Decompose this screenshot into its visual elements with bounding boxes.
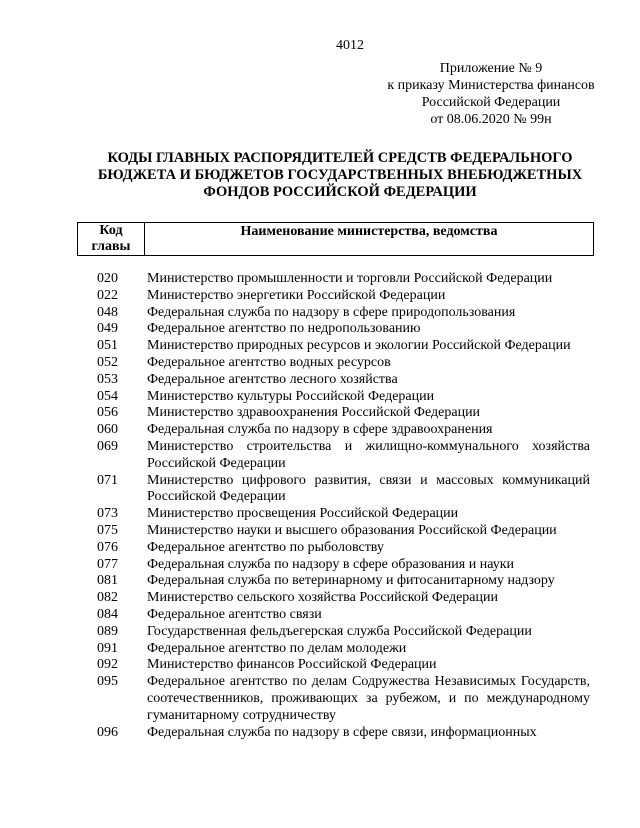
table-row — [97, 439, 590, 473]
row-code: 060 — [97, 422, 118, 438]
row-code: 091 — [97, 640, 118, 656]
row-name: Федеральная служба по надзору в сфере образования и науки — [147, 556, 515, 572]
row-name: Министерство просвещения Российской Федерации — [147, 506, 459, 522]
row-name: Министерство природных ресурсов и экологии Российской Федерации — [147, 338, 571, 354]
table-row — [97, 271, 590, 288]
row-code: 071 — [97, 472, 118, 488]
page-number: 4012 — [336, 38, 364, 53]
document-title — [60, 150, 620, 201]
table-row — [97, 473, 590, 507]
row-name: Федеральное агентство водных ресурсов — [147, 354, 391, 370]
row-code: 048 — [97, 304, 118, 320]
title-line: КОДЫ ГЛАВНЫХ РАСПОРЯДИТЕЛЕЙ СРЕДСТВ ФЕДЕРАЛЬНОГО — [107, 150, 573, 166]
table-header — [77, 222, 594, 256]
row-name: Федеральная служба по надзору в сфере связи, информационных — [147, 724, 537, 740]
row-name: Министерство культуры Российской Федерации — [147, 388, 435, 404]
appendix-line: к приказу Министерства финансов — [387, 78, 595, 93]
row-name: Министерство строительства и жилищно-коммунального хозяйства Российской Федерации — [147, 438, 590, 471]
row-name: Федеральная служба по надзору в сфере природопользования — [147, 304, 516, 320]
title-line: ФОНДОВ РОССИЙСКОЙ ФЕДЕРАЦИИ — [203, 184, 477, 200]
row-name: Федеральное агентство по недропользованию — [147, 321, 421, 337]
column-header-name: Наименование министерства, ведомства — [240, 224, 498, 239]
table-row — [97, 338, 590, 355]
table-row — [97, 725, 590, 742]
table-row — [97, 624, 590, 641]
table-row — [97, 506, 590, 523]
row-code: 095 — [97, 674, 118, 690]
row-code: 053 — [97, 371, 118, 387]
row-code: 020 — [97, 271, 118, 286]
table-row — [97, 657, 590, 674]
table-row — [97, 674, 590, 724]
row-code: 056 — [97, 405, 118, 421]
row-code: 096 — [97, 724, 118, 740]
row-code: 069 — [97, 438, 118, 454]
row-name: Министерство здравоохранения Российской Федерации — [147, 405, 481, 421]
row-name: Министерство энергетики Российской Федерации — [147, 287, 446, 303]
table-row — [97, 523, 590, 540]
appendix-line: от 08.06.2020 № 99н — [430, 112, 552, 127]
row-code: 089 — [97, 623, 118, 639]
row-name: Федеральное агентство по рыболовству — [147, 539, 384, 555]
row-name: Федеральная служба по надзору в сфере здравоохранения — [147, 422, 493, 438]
row-code: 049 — [97, 321, 118, 337]
table-row — [97, 641, 590, 658]
table-row — [97, 573, 590, 590]
row-name: Министерство цифрового развития, связи и массовых коммуникаций Российской Федерации — [147, 472, 590, 505]
row-name: Федеральное агентство по делам молодежи — [147, 640, 407, 656]
row-name: Министерство сельского хозяйства Российской Федерации — [147, 590, 498, 606]
row-name: Федеральная служба по ветеринарному и фитосанитарному надзору — [147, 573, 555, 589]
table-row — [97, 305, 590, 322]
row-code: 054 — [97, 388, 118, 404]
table-row — [97, 355, 590, 372]
row-name: Федеральное агентство по делам Содружества Независимых Государств, соотечественников, проживающих за рубежом, и по международному гуманитарному сотрудничеству — [147, 674, 590, 723]
row-code: 075 — [97, 522, 118, 538]
row-name: Министерство финансов Российской Федерации — [147, 657, 437, 673]
row-name: Федеральное агентство связи — [147, 606, 322, 622]
column-header-code — [78, 223, 145, 255]
table-row — [97, 389, 590, 406]
row-code: 052 — [97, 354, 118, 370]
row-name: Министерство науки и высшего образования Российской Федерации — [147, 522, 557, 538]
row-code: 077 — [97, 556, 118, 572]
table-row — [97, 321, 590, 338]
table-row — [97, 422, 590, 439]
row-code: 082 — [97, 590, 118, 606]
row-code: 073 — [97, 506, 118, 522]
row-code: 092 — [97, 657, 118, 673]
table-row — [97, 607, 590, 624]
row-code: 084 — [97, 606, 118, 622]
row-code: 076 — [97, 539, 118, 555]
table-row — [97, 557, 590, 574]
row-name: Федеральное агентство лесного хозяйства — [147, 371, 398, 387]
table-row — [97, 372, 590, 389]
appendix-block — [360, 60, 622, 128]
row-code: 081 — [97, 573, 118, 589]
column-header-code-line: главы — [91, 239, 131, 254]
table-row — [97, 405, 590, 422]
row-name: Министерство промышленности и торговли Российской Федерации — [147, 271, 553, 286]
row-code: 051 — [97, 338, 118, 354]
title-line: БЮДЖЕТА И БЮДЖЕТОВ ГОСУДАРСТВЕННЫХ ВНЕБЮДЖЕТНЫХ — [97, 167, 583, 183]
column-header-code-line: Код — [99, 223, 123, 238]
table-row — [97, 288, 590, 305]
appendix-line: Приложение № 9 — [439, 61, 543, 76]
appendix-line: Российской Федерации — [421, 95, 561, 110]
table-row — [97, 590, 590, 607]
row-name: Государственная фельдъегерская служба Российской Федерации — [147, 623, 532, 639]
row-code: 022 — [97, 287, 118, 303]
codes-list — [97, 271, 590, 741]
table-row — [97, 540, 590, 557]
